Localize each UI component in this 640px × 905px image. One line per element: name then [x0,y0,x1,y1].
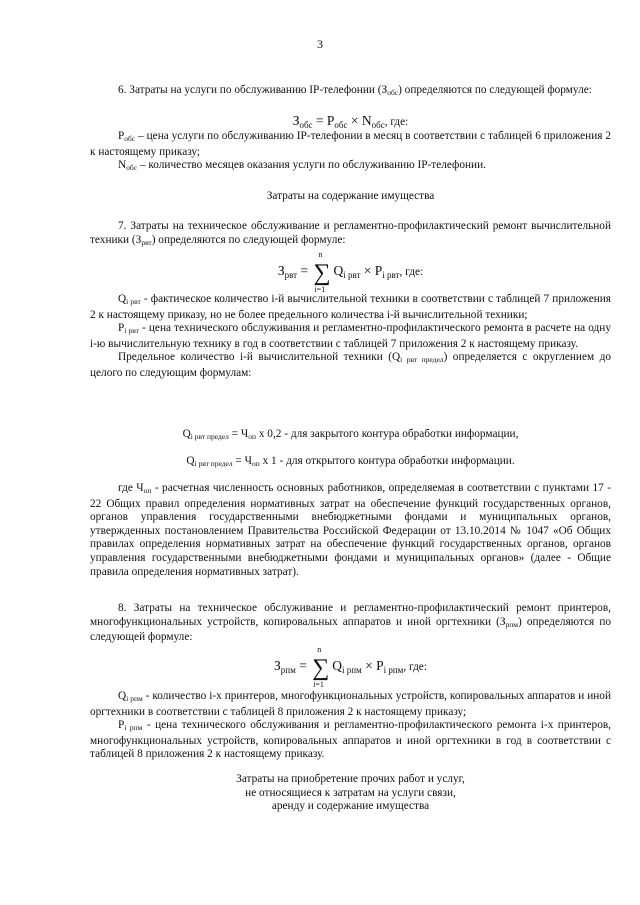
page-number: 3 [317,37,323,51]
subscript: оп [248,432,256,441]
formula-limit-open [90,455,611,471]
subscript: i рпм [383,665,404,675]
section-7 [90,220,611,249]
where-paragraph [90,482,611,579]
text: x 1 - для открытого контура обработки информации. [259,455,515,467]
definition-q-rvt [90,293,611,322]
formula-rpm [90,644,611,689]
symbol: × P [361,658,384,673]
section-7-definitions [90,293,611,381]
subscript: рпм [280,665,296,675]
sum-upper: n [318,249,323,259]
subscript: i рвт [126,297,141,306]
symbol: P [118,719,125,732]
heading-other-services [90,773,611,814]
text: x 0,2 - для закрытого контура обработки информации, [256,428,519,440]
symbol: = [295,658,311,673]
subscript: обс [124,134,136,143]
section-6 [90,84,611,100]
heading-property-maintenance: Затраты на содержание имущества [266,190,435,202]
definition-n-obs [90,159,611,175]
section-8-intro [90,602,611,645]
definition-q-rpm [90,690,611,719]
symbol: × N [347,113,372,128]
heading-line: Затраты на приобретение прочих работ и услуг, [236,773,465,785]
symbol: P [118,130,125,142]
subscript: оп [251,459,260,468]
section-6-definitions [90,130,611,175]
heading-line: не относящиеся к затратам на услуги связи, [245,786,456,799]
subscript: i рвт [343,270,361,280]
symbol: P [118,322,125,335]
section-6-intro [90,84,611,100]
text: - цена технического обслуживания и регламентно-профилактического ремонта в расчете на одну i-ю вычислительную технику в год в соответствии с таблицей 7 приложения 2 к настоящему приказу. [90,322,611,350]
section-8-definitions [90,690,611,762]
symbol: З [292,113,300,128]
subscript: обс [371,120,385,130]
text: - расчетная численность основных работников, определяемая в соответствии с пунктами 17 - 22 Общих правил определения нормативных затрат на обеспечение функций государственных органов, органов управления государственными внебюджетными фондами и муниципальных органов, утвержденных постановлением Правительства Российской Федерации от 13.10.2014 № 1047 «Об Общих правилах определения нормативных затрат на обеспечение функций государственных органов, органов управления государственными внебюджетными фондами и муниципальных органов» (далее - Общие правила определения нормативных затрат). [90,482,611,578]
symbol: = Ч [228,428,249,440]
symbol: Q [186,455,195,467]
definition-p-rvt [90,322,611,351]
subscript: обс [299,120,313,130]
formula-limit-closed [90,428,611,444]
section-8 [90,602,611,645]
subscript: рвт [284,270,298,280]
symbol: = P [312,113,335,128]
symbol: З [277,263,285,278]
text: где Ч [118,482,144,494]
definition-p-obs [90,130,611,159]
section-7-intro [90,220,611,249]
subscript: обс [126,163,138,173]
subscript: i рвт [124,326,139,336]
text: 8. Затраты на техническое обслуживание и регламентно-профилактический ремонт принтеров, многофункциональных устройств, копировальных аппаратов и иной оргтехники (З [90,602,611,628]
text: ) определяются по следующей формуле: [398,84,592,96]
symbol: З [274,658,281,673]
subscript: i рвт предел [194,459,233,468]
limit-paragraph [90,351,611,380]
subscript: i рпм [124,723,143,733]
subscript: i рвт предел [190,432,229,441]
subscript: i рвт предел [400,355,444,365]
sum-operator [311,249,333,294]
text: - цена технического обслуживания и регламентно-профилактического ремонта i-х принтеров, многофункциональных устройств, копировальных аппаратов и иной оргтехники в год в соответствии с таблицей 8 приложения 2 к настоящему приказу. [90,719,612,761]
text: , где: [384,116,409,128]
symbol: Q [182,428,191,440]
subscript: рпм [505,619,519,629]
subscript: i рвт [382,270,400,280]
text: – цена услуги по обслуживанию IP-телефонии в месяц в соответствии с таблицей 6 приложения 2 к настоящему приказу; [90,130,611,158]
text: , где: [399,266,424,278]
text: – количество месяцев оказания услуги по обслуживанию IP-телефонии. [137,159,486,172]
section-7-where [90,482,611,579]
text: ) определяются по следующей формуле: [90,615,612,644]
text: - фактическое количество i-й вычислительной техники в соответствии с таблицей 7 приложения 2 к настоящему приказу, но не более предельного количества i-й вычислительной техники; [90,293,612,321]
symbol: Q [333,263,344,278]
sum-upper: n [317,644,322,654]
text: Предельное количество i-й вычислительной техники (Q [118,351,401,364]
symbol: N [118,159,127,172]
symbol: Q [118,293,127,305]
heading-line: аренду и содержание имущества [271,800,430,813]
subscript: обс [387,88,399,97]
sum-operator [310,644,332,689]
text: ) определяются по следующей формуле: [151,233,346,246]
text: , где: [403,661,427,673]
text: 7. Затраты на техническое обслуживание и регламентно-профилактический ремонт вычислительной техники (З [90,220,611,246]
symbol: = [297,263,312,278]
text: ) определяется с округлением до целого по следующим формулам: [90,351,611,379]
sigma: ∑ [312,654,330,681]
symbol: × P [360,263,383,278]
text: - количество i-х принтеров, многофункциональных устройств, копировальных аппаратов и иной оргтехники в соответствии с таблицей 8 приложения 2 к настоящему приказу; [90,690,611,718]
symbol: Q [332,658,342,673]
subscript: обс [334,120,348,130]
sum-lower: i=1 [314,284,326,294]
definition-p-rpm [90,719,611,762]
text: 6. Затраты на услуги по обслуживанию IP-телефонии (З [118,84,388,96]
subscript: рвт [141,237,152,247]
subscript: оп [143,486,152,495]
subscript: i рпм [341,665,362,675]
sum-lower: i=1 [313,679,324,689]
symbol: = Ч [232,455,252,467]
sigma: ∑ [313,259,331,286]
formula-rvt [90,249,611,294]
symbol: Q [118,690,127,702]
subscript: i рпм [126,694,143,703]
